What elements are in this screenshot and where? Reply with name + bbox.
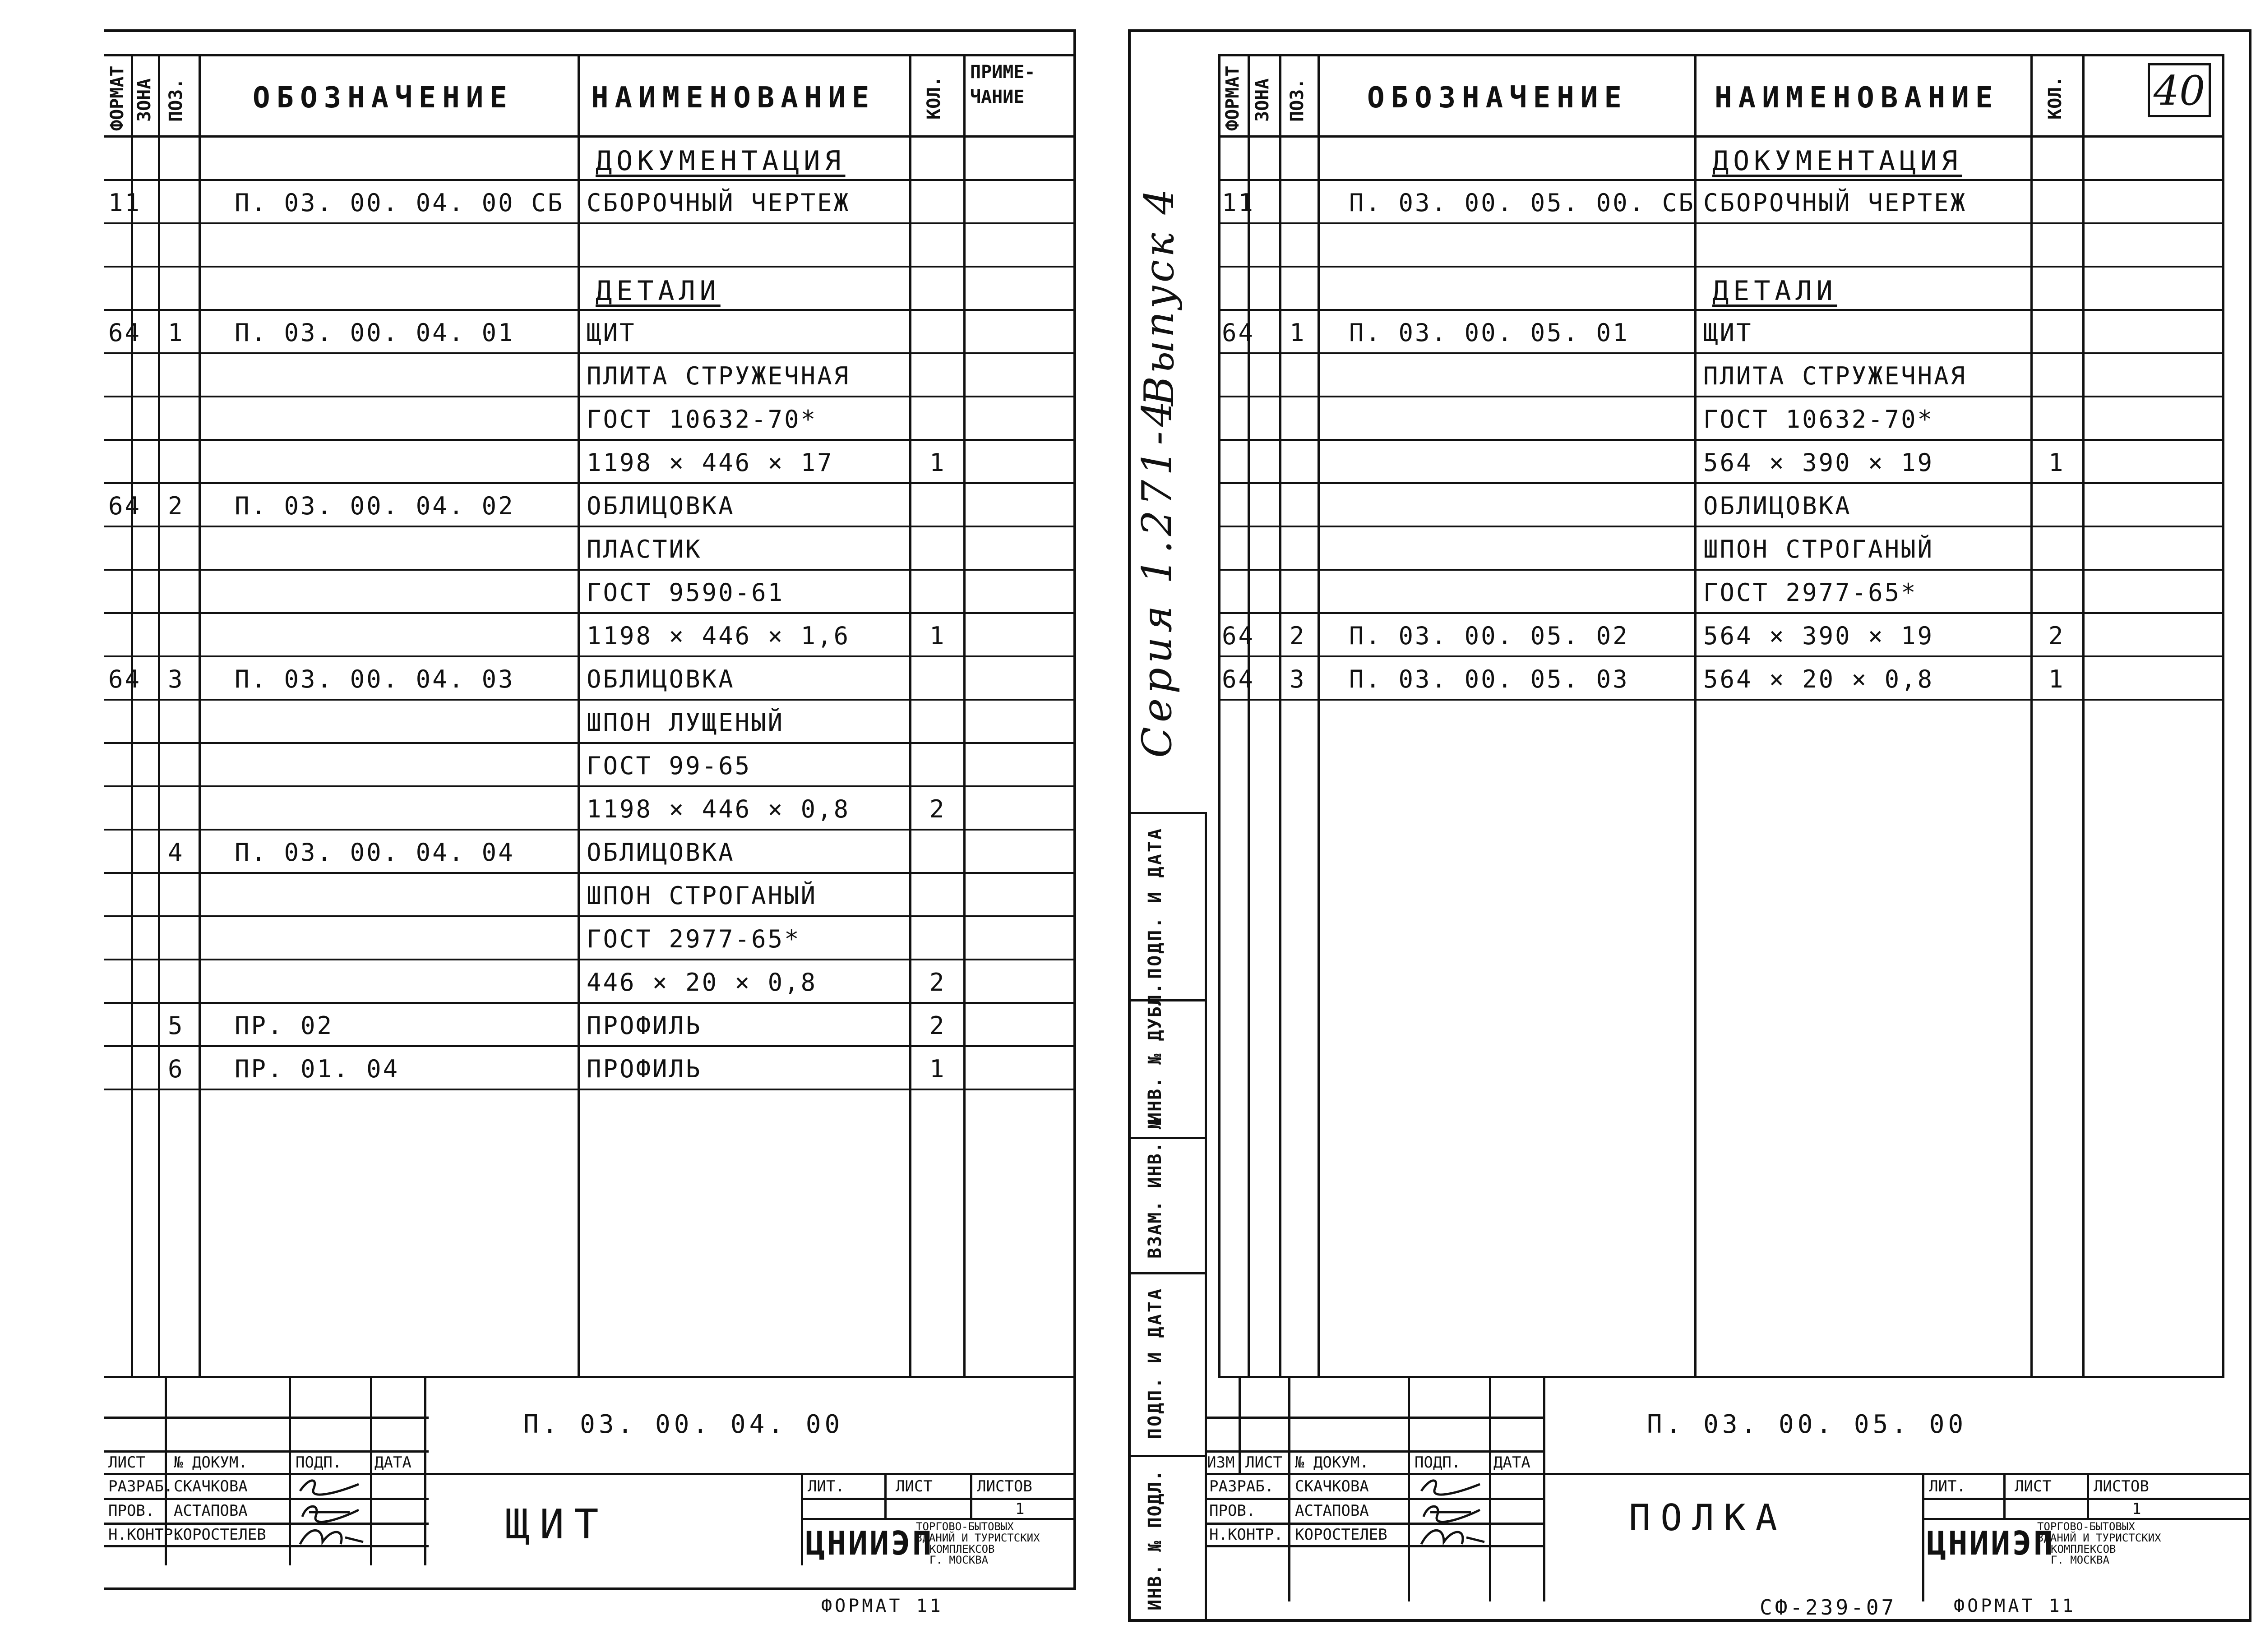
name-cell: ПЛАСТИК bbox=[587, 535, 702, 563]
right-tb-col-4 bbox=[1543, 1376, 1545, 1601]
name-cell: ОБЛИЦОВКА bbox=[1703, 492, 1852, 520]
row-rule bbox=[1218, 482, 2224, 484]
right-tb-rule-3 bbox=[1205, 1473, 2251, 1475]
right-tb-col-lit bbox=[1922, 1473, 1924, 1601]
right-side-sign-date-top: ПОДП. И ДАТА bbox=[1145, 827, 1165, 979]
designation-cell: П. 03. 00. 05. 02 bbox=[1349, 622, 1629, 650]
right-side-vzam-inv: ВЗАМ. ИНВ. № bbox=[1145, 1117, 1165, 1259]
row-rule bbox=[1218, 179, 2224, 181]
name-cell: ПЛИТА СТРУЖЕЧНАЯ bbox=[587, 362, 851, 390]
left-tb-rule-5 bbox=[104, 1523, 429, 1525]
designation-cell: ПР. 01. 04 bbox=[235, 1055, 400, 1083]
designation-cell: П. 03. 00. 04. 02 bbox=[235, 492, 515, 520]
position-cell: 1 bbox=[1290, 318, 1306, 347]
name-cell: 564 × 390 × 19 bbox=[1703, 622, 1934, 650]
row-rule bbox=[1218, 439, 2224, 441]
name-cell: ЩИТ bbox=[587, 318, 636, 347]
row-rule bbox=[104, 569, 1076, 571]
left-org-line-1: ТОРГОВО-БЫТОВЫХ bbox=[916, 1520, 1014, 1533]
left-tb-r2-name: АСТАПОВА bbox=[174, 1502, 248, 1520]
row-rule bbox=[1218, 222, 2224, 224]
row-rule bbox=[104, 959, 1076, 960]
left-tb-rule-4 bbox=[104, 1498, 429, 1500]
right-side-inv-orig: ИНВ. № ПОДЛ. bbox=[1145, 1469, 1165, 1610]
name-cell: 564 × 390 × 19 bbox=[1703, 448, 1934, 477]
left-tb-r2-role: ПРОВ. bbox=[108, 1502, 155, 1520]
right-tb-r3-role: Н.КОНТР. bbox=[1209, 1526, 1283, 1544]
left-org-line-2: ЗДАНИЙ И ТУРИСТСКИХ bbox=[916, 1532, 1040, 1544]
left-hdr-format: ФОРМАТ bbox=[107, 65, 128, 131]
right-tb-h-date: ДАТА bbox=[1493, 1454, 1530, 1472]
right-signature-3 bbox=[1417, 1524, 1489, 1549]
right-hdr-name: НАИМЕНОВАНИЕ bbox=[1715, 81, 1999, 115]
row-rule bbox=[104, 179, 1076, 181]
left-col-fmt bbox=[131, 54, 133, 1376]
name-cell: ГОСТ 2977-65* bbox=[587, 925, 801, 953]
right-col-end bbox=[2222, 54, 2224, 1376]
left-hdr-qty: КОЛ. bbox=[924, 76, 944, 120]
issue-label: Выпуск 4 bbox=[1136, 186, 1183, 406]
name-cell: ОБЛИЦОВКА bbox=[587, 838, 735, 867]
right-org-line-1: ТОРГОВО-БЫТОВЫХ bbox=[2037, 1520, 2135, 1533]
right-side-strip-top bbox=[1128, 812, 1205, 814]
series-label: Серия 1.271-4 bbox=[1133, 396, 1181, 758]
left-tb-doc-code: П. 03. 00. 04. 00 bbox=[523, 1410, 844, 1439]
left-tb-r1-name: СКАЧКОВА bbox=[174, 1477, 248, 1495]
designation-cell: ПР. 02 bbox=[235, 1011, 334, 1040]
right-side-inv-dup: ИНВ. № ДУБЛ. bbox=[1145, 982, 1165, 1123]
format-cell: 64 bbox=[1222, 665, 1255, 693]
right-tb-sheets-val: 1 bbox=[2132, 1500, 2141, 1518]
name-cell: СБОРОЧНЫЙ ЧЕРТЕЖ bbox=[587, 189, 851, 217]
left-hdr-pos: ПОЗ. bbox=[166, 78, 186, 122]
format-cell: 64 bbox=[108, 665, 142, 693]
left-tb-col-sheet bbox=[884, 1473, 887, 1518]
row-rule bbox=[104, 612, 1076, 614]
designation-cell: П. 03. 00. 05. 00. СБ bbox=[1349, 189, 1695, 217]
right-header-bottom-rule bbox=[1218, 135, 2224, 138]
right-tb-h-list: ЛИСТ bbox=[1245, 1454, 1282, 1472]
quantity-cell: 1 bbox=[929, 622, 946, 650]
left-tb-h-date: ДАТА bbox=[374, 1454, 411, 1472]
right-org-line-4: Г. МОСКВА bbox=[2051, 1554, 2110, 1566]
format-cell: 64 bbox=[108, 492, 142, 520]
left-tb-col-sheets bbox=[970, 1473, 972, 1518]
row-rule bbox=[104, 872, 1076, 874]
row-rule bbox=[104, 439, 1076, 441]
position-cell: 6 bbox=[168, 1055, 185, 1083]
right-tb-col-sheet bbox=[2003, 1473, 2006, 1518]
section-heading: ДЕТАЛИ bbox=[1712, 275, 1837, 307]
left-tb-col-2 bbox=[289, 1376, 291, 1565]
left-tb-r3-name: КОРОСТЕЛЕВ bbox=[174, 1526, 266, 1544]
name-cell: ГОСТ 2977-65* bbox=[1703, 578, 1918, 607]
right-tb-r2-name: АСТАПОВА bbox=[1295, 1502, 1369, 1520]
row-rule bbox=[104, 829, 1076, 831]
right-side-strip-rule-1 bbox=[1128, 999, 1205, 1001]
left-hdr-zone: ЗОНА bbox=[134, 78, 155, 122]
position-cell: 3 bbox=[168, 665, 185, 693]
right-org-line-3: КОМПЛЕКСОВ bbox=[2051, 1543, 2116, 1555]
left-signature-3 bbox=[296, 1524, 368, 1549]
left-tb-h-list: ЛИСТ bbox=[108, 1454, 145, 1472]
right-org-line-2: ЗДАНИЙ И ТУРИСТСКИХ bbox=[2037, 1532, 2161, 1544]
right-side-sign-date-bottom: ПОДП. И ДАТА bbox=[1145, 1287, 1165, 1439]
row-rule bbox=[104, 309, 1076, 311]
right-tb-rule-2 bbox=[1205, 1450, 1543, 1453]
right-col-fmt bbox=[1218, 54, 1220, 1376]
row-rule bbox=[104, 1045, 1076, 1047]
section-heading: ДОКУМЕНТАЦИЯ bbox=[1712, 145, 1962, 177]
row-rule bbox=[1218, 526, 2224, 527]
right-tb-r1-role: РАЗРАБ. bbox=[1209, 1477, 1274, 1495]
name-cell: 1198 × 446 × 0,8 bbox=[587, 795, 851, 823]
left-tb-sheets: ЛИСТОВ bbox=[977, 1477, 1032, 1495]
row-rule bbox=[104, 396, 1076, 397]
name-cell: ОБЛИЦОВКА bbox=[587, 665, 735, 693]
designation-cell: П. 03. 00. 05. 01 bbox=[1349, 318, 1629, 347]
position-cell: 1 bbox=[168, 318, 185, 347]
row-rule bbox=[104, 785, 1076, 787]
left-col-des bbox=[578, 54, 580, 1376]
left-tb-rule-3 bbox=[104, 1473, 1076, 1475]
row-rule bbox=[104, 526, 1076, 527]
left-hdr-note-1: ПРИМЕ- bbox=[970, 62, 1036, 83]
right-tb-rule-1 bbox=[1205, 1417, 1543, 1419]
right-col-zone bbox=[1248, 54, 1250, 1376]
row-rule bbox=[104, 699, 1076, 701]
right-tb-col-3 bbox=[1489, 1376, 1491, 1601]
row-rule bbox=[1218, 309, 2224, 311]
right-side-strip-rule bbox=[1205, 812, 1207, 1622]
right-col-qty bbox=[2030, 54, 2033, 1376]
right-col-des bbox=[1318, 54, 1320, 1376]
right-tb-rule-6 bbox=[1205, 1545, 1543, 1547]
designation-cell: П. 03. 00. 04. 03 bbox=[235, 665, 515, 693]
right-tb-col-1 bbox=[1288, 1376, 1290, 1601]
designation-cell: П. 03. 00. 04. 00 СБ bbox=[235, 189, 564, 217]
right-tb-format: ФОРМАТ 11 bbox=[1954, 1596, 2076, 1616]
row-rule bbox=[104, 352, 1076, 354]
right-tb-col-izm bbox=[1239, 1376, 1241, 1473]
left-header-bottom-rule bbox=[104, 135, 1076, 138]
left-org-line-4: Г. МОСКВА bbox=[929, 1554, 989, 1566]
right-tb-r1-name: СКАЧКОВА bbox=[1295, 1477, 1369, 1495]
left-tb-lit-rule bbox=[801, 1498, 1076, 1500]
name-cell: 1198 × 446 × 17 bbox=[587, 448, 834, 477]
row-rule bbox=[1218, 569, 2224, 571]
right-side-strip-rule-2 bbox=[1128, 1137, 1205, 1139]
right-tb-rule-4 bbox=[1205, 1498, 1543, 1500]
quantity-cell: 2 bbox=[2048, 622, 2065, 650]
name-cell: ШПОН СТРОГАНЫЙ bbox=[1703, 535, 1934, 563]
left-tb-r1-role: РАЗРАБ. bbox=[108, 1477, 173, 1495]
left-signature-1 bbox=[296, 1475, 363, 1498]
row-rule bbox=[1218, 612, 2224, 614]
left-tb-sheets-val: 1 bbox=[1015, 1500, 1025, 1518]
name-cell: 564 × 20 × 0,8 bbox=[1703, 665, 1934, 693]
right-tb-sheet: ЛИСТ bbox=[2015, 1477, 2052, 1495]
left-tb-rule-2 bbox=[104, 1450, 429, 1453]
left-hdr-name: НАИМЕНОВАНИЕ bbox=[591, 81, 876, 115]
name-cell: ШПОН ЛУЩЕНЫЙ bbox=[587, 708, 785, 737]
name-cell: ОБЛИЦОВКА bbox=[587, 492, 735, 520]
right-header-top-rule bbox=[1218, 54, 2224, 56]
name-cell: 1198 × 446 × 1,6 bbox=[587, 622, 851, 650]
name-cell: ШПОН СТРОГАНЫЙ bbox=[587, 881, 818, 910]
left-tb-lit: ЛИТ. bbox=[808, 1477, 845, 1495]
left-tb-r3-role: Н.КОНТР. bbox=[108, 1526, 182, 1544]
row-rule bbox=[104, 655, 1076, 657]
left-hdr-designation: ОБОЗНАЧЕНИЕ bbox=[253, 81, 513, 115]
row-rule bbox=[104, 266, 1076, 268]
name-cell: ПЛИТА СТРУЖЕЧНАЯ bbox=[1703, 362, 1967, 390]
designation-cell: П. 03. 00. 04. 01 bbox=[235, 318, 515, 347]
name-cell: ЩИТ bbox=[1703, 318, 1753, 347]
position-cell: 3 bbox=[1290, 665, 1306, 693]
left-header-top-rule bbox=[104, 54, 1076, 56]
right-signature-2 bbox=[1417, 1499, 1484, 1523]
right-org-logo: ЦНИИЭП bbox=[1927, 1524, 2055, 1562]
left-col-name bbox=[909, 54, 911, 1376]
right-tb-r2-role: ПРОВ. bbox=[1209, 1502, 1256, 1520]
left-org-line-3: КОМПЛЕКСОВ bbox=[929, 1543, 995, 1555]
right-hdr-designation: ОБОЗНАЧЕНИЕ bbox=[1367, 81, 1628, 115]
quantity-cell: 1 bbox=[2048, 665, 2065, 693]
left-tb-col-4 bbox=[424, 1376, 426, 1565]
page-number: 40 bbox=[2148, 63, 2211, 117]
row-rule bbox=[104, 742, 1076, 744]
left-col-pos bbox=[199, 54, 201, 1376]
left-tb-sheet: ЛИСТ bbox=[896, 1477, 933, 1495]
right-tb-h-izm: ИЗМ bbox=[1207, 1454, 1235, 1472]
left-tb-h-sign: ПОДП. bbox=[296, 1454, 342, 1472]
format-cell: 11 bbox=[108, 189, 142, 217]
right-hdr-format: ФОРМАТ bbox=[1222, 65, 1243, 131]
left-tb-h-docnum: № ДОКУМ. bbox=[174, 1454, 248, 1472]
designation-cell: П. 03. 00. 04. 04 bbox=[235, 838, 515, 867]
format-cell: 11 bbox=[1222, 189, 1255, 217]
name-cell: ГОСТ 9590-61 bbox=[587, 578, 785, 607]
right-hdr-pos: ПОЗ. bbox=[1287, 78, 1308, 122]
left-tb-rule-1 bbox=[104, 1417, 429, 1419]
left-table-bottom-rule bbox=[104, 1376, 1076, 1378]
position-cell: 5 bbox=[168, 1011, 185, 1040]
left-tb-rule-6 bbox=[104, 1545, 429, 1547]
right-side-strip-rule-4 bbox=[1128, 1455, 1205, 1457]
right-tb-lit: ЛИТ. bbox=[1929, 1477, 1966, 1495]
right-tb-col-sheets bbox=[2087, 1473, 2089, 1518]
right-col-note bbox=[2082, 54, 2085, 1376]
left-tb-title: ЩИТ bbox=[505, 1501, 609, 1548]
right-signature-1 bbox=[1417, 1475, 1484, 1498]
right-tb-stamp: СФ-239-07 bbox=[1760, 1595, 1897, 1620]
name-cell: СБОРОЧНЫЙ ЧЕРТЕЖ bbox=[1703, 189, 1967, 217]
left-col-qty bbox=[963, 54, 966, 1376]
left-tb-col-3 bbox=[370, 1376, 372, 1565]
row-rule bbox=[1218, 699, 2224, 701]
format-cell: 64 bbox=[1222, 318, 1255, 347]
right-side-strip-rule-3 bbox=[1128, 1272, 1205, 1274]
row-rule bbox=[1218, 266, 2224, 268]
format-cell: 64 bbox=[108, 318, 142, 347]
quantity-cell: 1 bbox=[2048, 448, 2065, 477]
section-heading: ДОКУМЕНТАЦИЯ bbox=[596, 145, 846, 177]
row-rule bbox=[104, 482, 1076, 484]
row-rule bbox=[1218, 396, 2224, 397]
right-tb-sheets: ЛИСТОВ bbox=[2094, 1477, 2149, 1495]
format-cell: 64 bbox=[1222, 622, 1255, 650]
left-signature-2 bbox=[296, 1499, 363, 1523]
left-tb-format: ФОРМАТ 11 bbox=[821, 1596, 943, 1616]
quantity-cell: 2 bbox=[929, 795, 946, 823]
right-tb-rule-5 bbox=[1205, 1523, 1543, 1525]
position-cell: 2 bbox=[1290, 622, 1306, 650]
name-cell: 446 × 20 × 0,8 bbox=[587, 968, 818, 997]
name-cell: ГОСТ 10632-70* bbox=[587, 405, 818, 434]
name-cell: ГОСТ 99-65 bbox=[587, 752, 752, 780]
name-cell: ГОСТ 10632-70* bbox=[1703, 405, 1934, 434]
right-hdr-zone: ЗОНА bbox=[1252, 78, 1273, 122]
right-tb-title: ПОЛКА bbox=[1629, 1497, 1787, 1539]
name-cell: ПРОФИЛЬ bbox=[587, 1011, 702, 1040]
right-table-bottom-rule bbox=[1218, 1376, 2224, 1378]
right-tb-h-docnum: № ДОКУМ. bbox=[1295, 1454, 1369, 1472]
designation-cell: П. 03. 00. 05. 03 bbox=[1349, 665, 1629, 693]
quantity-cell: 2 bbox=[929, 1011, 946, 1040]
position-cell: 4 bbox=[168, 838, 185, 867]
right-col-pos bbox=[1279, 54, 1281, 1376]
row-rule bbox=[104, 1089, 1076, 1090]
row-rule bbox=[1218, 352, 2224, 354]
right-tb-r3-name: КОРОСТЕЛЕВ bbox=[1295, 1526, 1387, 1544]
right-tb-h-sign: ПОДП. bbox=[1415, 1454, 1461, 1472]
quantity-cell: 1 bbox=[929, 1055, 946, 1083]
right-col-name bbox=[1694, 54, 1697, 1376]
row-rule bbox=[104, 915, 1076, 917]
name-cell: ПРОФИЛЬ bbox=[587, 1055, 702, 1083]
section-heading: ДЕТАЛИ bbox=[596, 275, 721, 307]
left-hdr-note-2: ЧАНИЕ bbox=[970, 87, 1025, 107]
right-hdr-qty: КОЛ. bbox=[2045, 76, 2066, 120]
quantity-cell: 1 bbox=[929, 448, 946, 477]
row-rule bbox=[1218, 655, 2224, 657]
right-tb-doc-code: П. 03. 00. 05. 00 bbox=[1647, 1410, 1967, 1439]
row-rule bbox=[104, 1002, 1076, 1004]
row-rule bbox=[104, 222, 1076, 224]
left-org-logo: ЦНИИЭП bbox=[805, 1524, 934, 1562]
left-col-zone bbox=[158, 54, 160, 1376]
position-cell: 2 bbox=[168, 492, 185, 520]
quantity-cell: 2 bbox=[929, 968, 946, 997]
right-tb-col-2 bbox=[1408, 1376, 1410, 1601]
